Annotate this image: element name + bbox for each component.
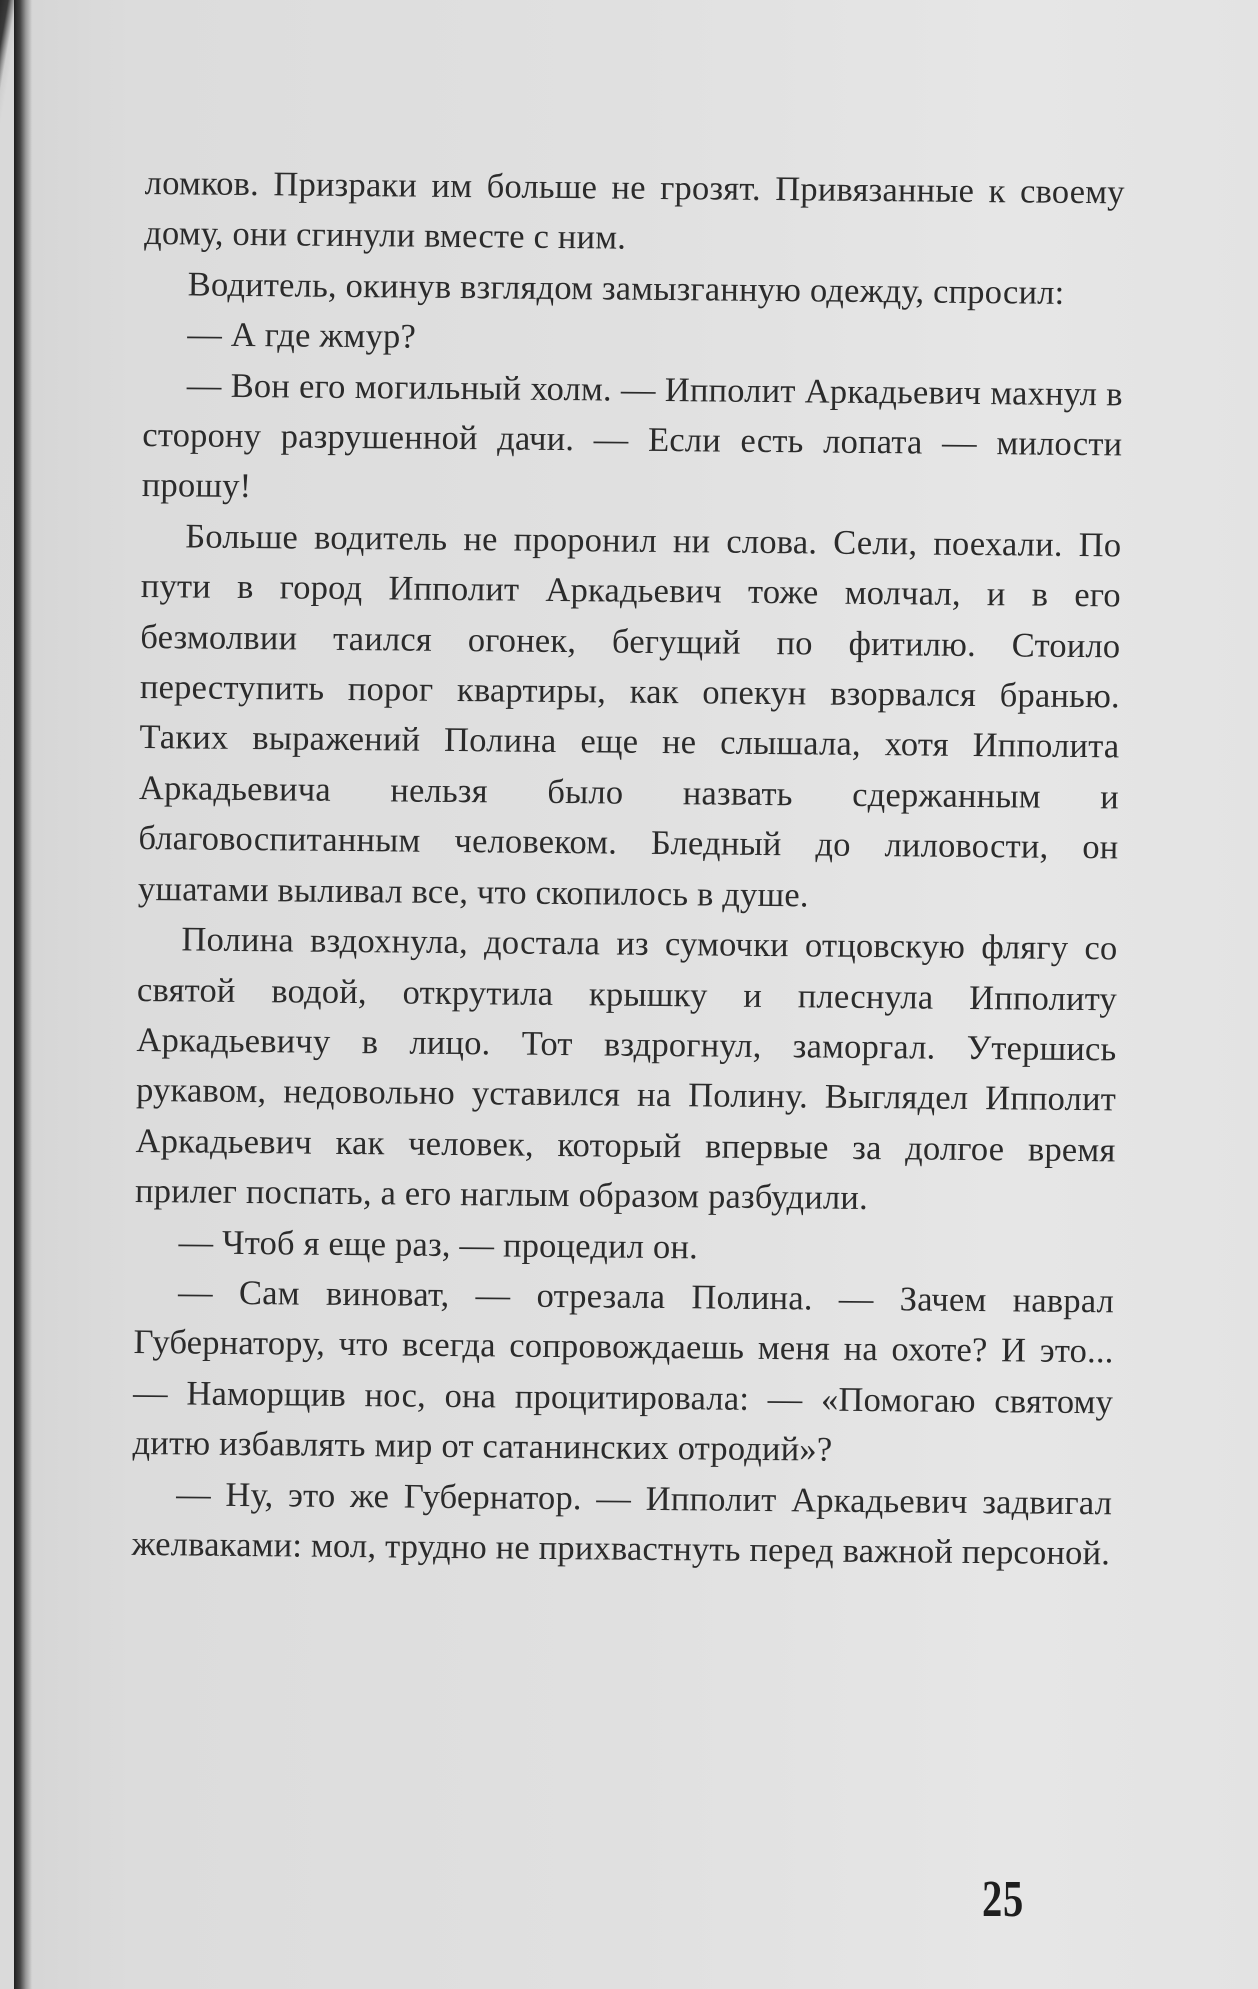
book-page bbox=[14, 0, 1258, 1989]
paragraph-1: ломков. Призраки им больше не грозят. Привязанные к своему дому, они сгинули вместе с ним. bbox=[144, 163, 1125, 258]
paragraph-8: — Сам виноват, — отрезала Полина. — Зачем наврал Губернатору, что всегда сопровождаешь меня на охоте? И это... — Наморщив нос, она процитировала: — «Помогаю святому дитю избавлять мир от сатанинских отродий»? bbox=[132, 1273, 1115, 1469]
paragraph-7: — Чтоб я еще раз, — процедил он. bbox=[178, 1222, 699, 1266]
page-body-text bbox=[131, 158, 1125, 1579]
page-number: 25 bbox=[982, 1871, 1025, 1928]
paragraph-3: — А где жмур? bbox=[187, 315, 417, 356]
book-spine-shadow bbox=[14, 0, 32, 1989]
paragraph-5: Больше водитель не проронил ни слова. Сели, поехали. По пути в город Ипполит Аркадьевич тоже молчал, и в его безмолвии таился огонек, бегущий по фитилю. Стоило переступить порог квартиры, как опекун взорвался бранью. Таких выражений Полина еще не слышала, хотя Ипполита Аркадьевича нельзя было назвать сдержанным и благовоспитанным человеком. Бледный до лиловости, он ушатами выливал все, что скопилось в душе. bbox=[137, 517, 1122, 915]
paragraph-2: Водитель, окинув взглядом замызганную одежду, спросил: bbox=[187, 265, 1065, 312]
paragraph-6: Полина вздохнула, достала из сумочки отцовскую флягу со святой водой, открутила крышку и плеснула Ипполиту Аркадьевичу в лицо. Тот вздрогнул, заморгал. Утершись рукавом, недовольно уставился на Полину. Выглядел Ипполит Аркадьевич как человек, который впервые за долгое время прилег поспать, а его наглым образом разбудили. bbox=[134, 920, 1118, 1218]
paragraph-4: — Вон его могильный холм. — Ипполит Аркадьевич махнул в сторону разрушенной дачи. — Если есть лопата — милости прошу! bbox=[141, 366, 1123, 506]
paragraph-9: — Ну, это же Губернатор. — Ипполит Аркадьевич задвигал желваками: мол, трудно не прихвастнуть перед важной персоной. bbox=[131, 1474, 1113, 1573]
